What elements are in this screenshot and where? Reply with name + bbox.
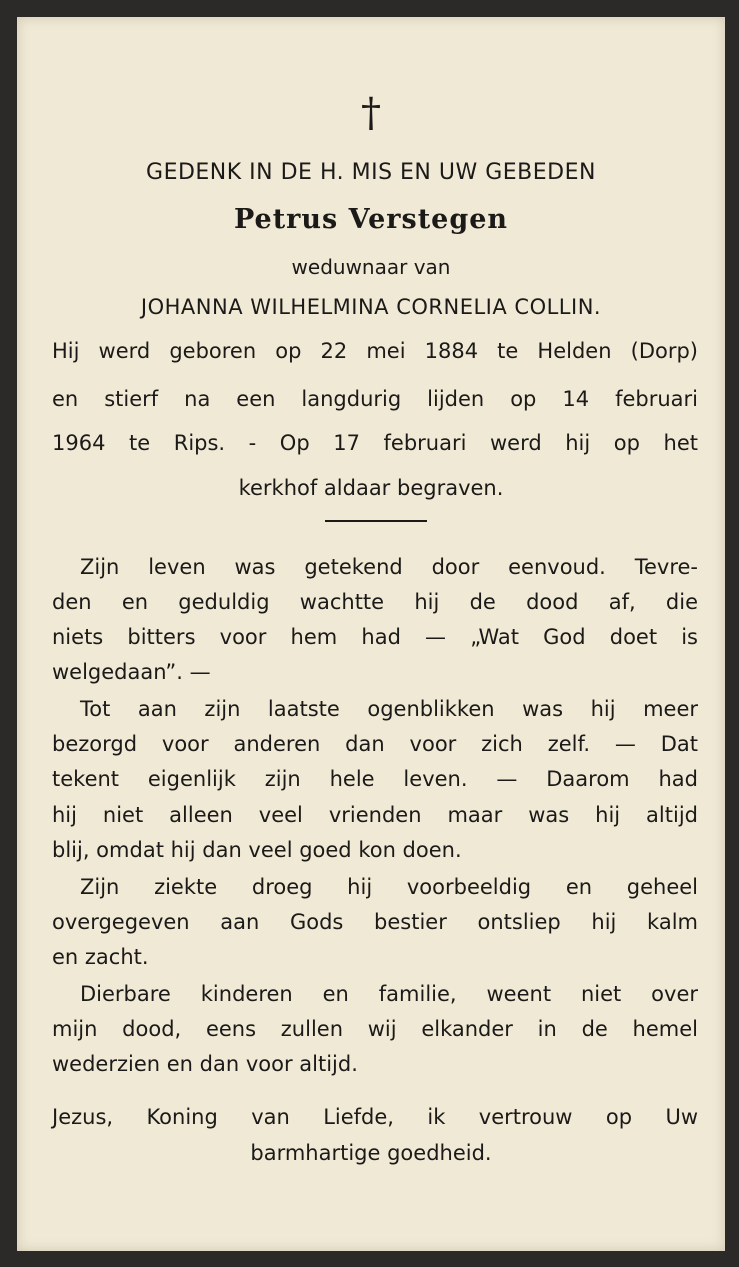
bio-line: kerkhof aldaar begraven. [238, 476, 504, 500]
text-line: en zacht. [52, 945, 149, 969]
cross-icon: † [361, 90, 381, 136]
text-line: bezorgd voor anderen dan voor zich zelf. — Dat [52, 732, 698, 756]
text-line: welgedaan”. — [52, 660, 211, 684]
heading: GEDENK IN DE H. MIS EN UW GEBEDEN [146, 160, 596, 185]
text-line: den en geduldig wachtte hij de dood af, die [52, 590, 698, 614]
text-line: hij niet alleen veel vrienden maar was hij altijd [52, 803, 698, 827]
prayer-line: barmhartige goedheid. [250, 1141, 492, 1165]
relation: weduwnaar van [291, 255, 451, 279]
text-line: tekent eigenlijk zijn hele leven. — Daarom had [52, 767, 698, 791]
prayer-line: Jezus, Koning van Liefde, ik vertrouw op Uw [52, 1105, 698, 1129]
text-line: Dierbare kinderen en familie, weent niet over [80, 982, 698, 1006]
text-line: Zijn ziekte droeg hij voorbeeldig en geheel [80, 875, 698, 899]
spouse-name: JOHANNA WILHELMINA CORNELIA COLLIN. [140, 295, 602, 319]
text-line: niets bitters voor hem had — „Wat God doet is [52, 625, 698, 649]
divider [325, 520, 427, 522]
text-line: wederzien en dan voor altijd. [52, 1052, 358, 1076]
text-line: mijn dood, eens zullen wij elkander in de hemel [52, 1017, 698, 1041]
bio-line: 1964 te Rips. - Op 17 februari werd hij op het [52, 431, 698, 455]
text-line: Tot aan zijn laatste ogenblikken was hij meer [80, 697, 698, 721]
deceased-name: Petrus Verstegen [233, 204, 509, 235]
text-line: blij, omdat hij dan veel goed kon doen. [52, 838, 462, 862]
text-line: overgegeven aan Gods bestier ontsliep hij kalm [52, 910, 698, 934]
bio-line: en stierf na een langdurig lijden op 14 februari [52, 387, 698, 411]
text-line: Zijn leven was getekend door eenvoud. Tevre- [80, 555, 698, 579]
memorial-card [17, 17, 725, 1251]
bio-line: Hij werd geboren op 22 mei 1884 te Helden (Dorp) [52, 339, 698, 363]
